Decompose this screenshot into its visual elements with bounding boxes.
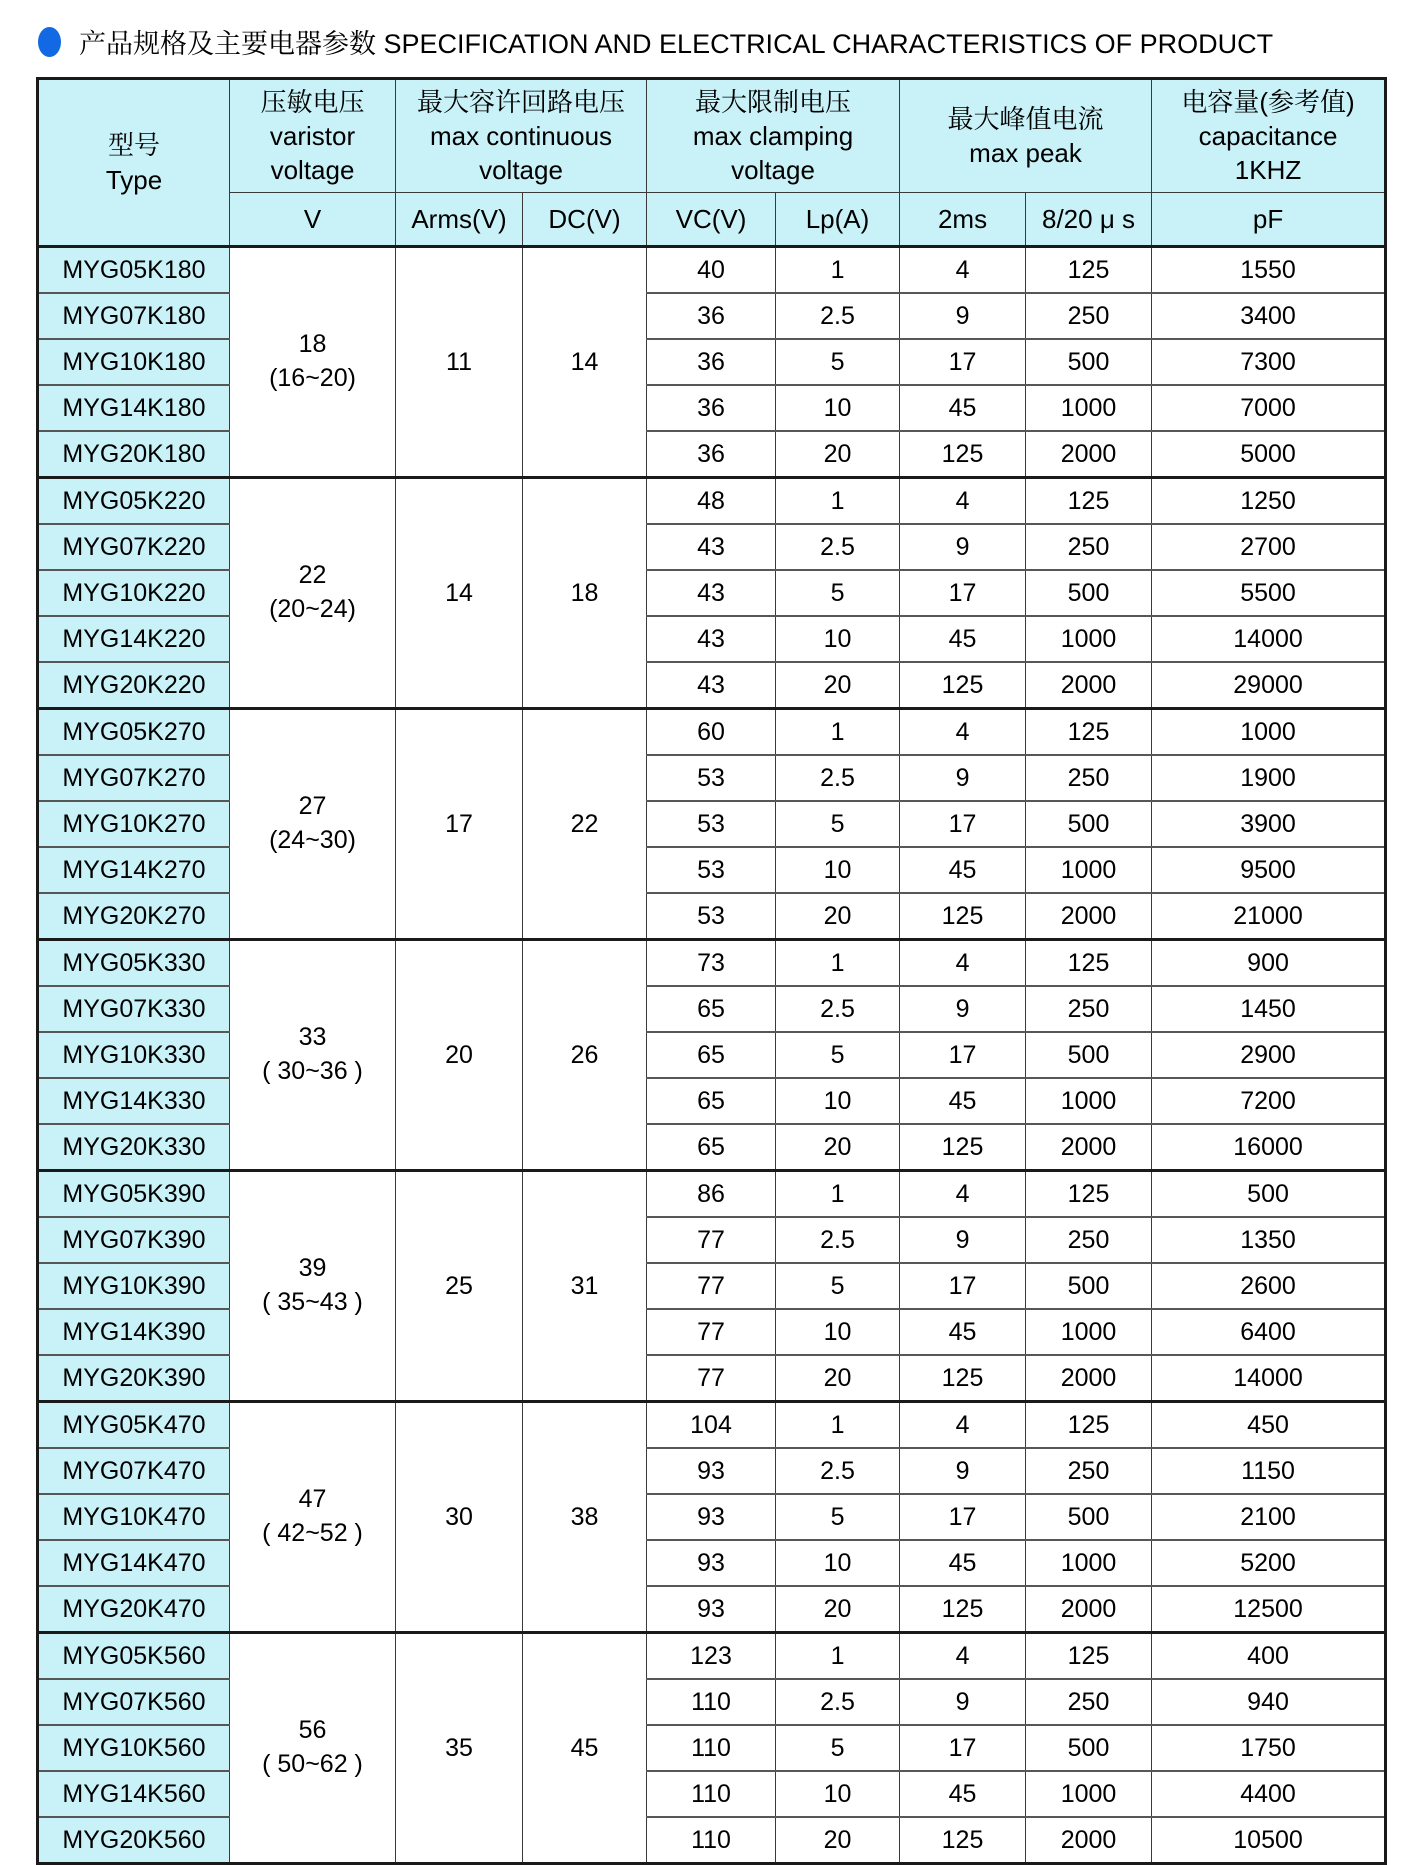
arms-cell: 17 bbox=[396, 709, 523, 940]
pf-cell: 14000 bbox=[1152, 616, 1386, 662]
subheader-dc: DC(V) bbox=[523, 193, 647, 247]
peak-2ms-cell: 9 bbox=[900, 1217, 1026, 1263]
peak-820us-cell: 500 bbox=[1026, 339, 1152, 385]
vc-cell: 77 bbox=[647, 1355, 776, 1402]
peak-2ms-cell: 17 bbox=[900, 1725, 1026, 1771]
type-cell: MYG05K390 bbox=[38, 1171, 230, 1218]
peak-2ms-cell: 4 bbox=[900, 247, 1026, 294]
peak-2ms-cell: 17 bbox=[900, 1263, 1026, 1309]
type-cell: MYG05K180 bbox=[38, 247, 230, 294]
type-cell: MYG05K330 bbox=[38, 940, 230, 987]
peak-2ms-cell: 9 bbox=[900, 293, 1026, 339]
peak-820us-cell: 500 bbox=[1026, 570, 1152, 616]
lp-cell: 2.5 bbox=[776, 1679, 900, 1725]
lp-cell: 1 bbox=[776, 1402, 900, 1449]
pf-cell: 10500 bbox=[1152, 1817, 1386, 1864]
peak-2ms-cell: 125 bbox=[900, 662, 1026, 709]
type-cell: MYG07K390 bbox=[38, 1217, 230, 1263]
subheader-2ms: 2ms bbox=[900, 193, 1026, 247]
type-cell: MYG10K390 bbox=[38, 1263, 230, 1309]
lp-cell: 5 bbox=[776, 1494, 900, 1540]
peak-2ms-cell: 125 bbox=[900, 431, 1026, 478]
table-row bbox=[38, 1402, 1386, 1449]
type-cell: MYG20K560 bbox=[38, 1817, 230, 1864]
peak-2ms-cell: 17 bbox=[900, 801, 1026, 847]
vc-cell: 93 bbox=[647, 1494, 776, 1540]
pf-cell: 5500 bbox=[1152, 570, 1386, 616]
peak-820us-cell: 125 bbox=[1026, 247, 1152, 294]
dc-cell: 14 bbox=[523, 247, 647, 478]
peak-2ms-cell: 9 bbox=[900, 524, 1026, 570]
type-cell: MYG20K180 bbox=[38, 431, 230, 478]
table-row bbox=[38, 940, 1386, 987]
pf-cell: 1250 bbox=[1152, 478, 1386, 525]
peak-820us-cell: 1000 bbox=[1026, 1309, 1152, 1355]
lp-cell: 5 bbox=[776, 339, 900, 385]
peak-820us-cell: 2000 bbox=[1026, 893, 1152, 940]
varistor-voltage-cell: 39 ( 35~43 ) bbox=[230, 1171, 396, 1402]
lp-cell: 20 bbox=[776, 893, 900, 940]
type-cell: MYG14K330 bbox=[38, 1078, 230, 1124]
col-header-type-en: Type bbox=[105, 164, 163, 195]
vc-cell: 77 bbox=[647, 1217, 776, 1263]
lp-cell: 5 bbox=[776, 801, 900, 847]
pf-cell: 7300 bbox=[1152, 339, 1386, 385]
vc-cell: 65 bbox=[647, 986, 776, 1032]
peak-820us-cell: 1000 bbox=[1026, 1540, 1152, 1586]
vc-cell: 43 bbox=[647, 616, 776, 662]
hdr-capacitance-zh: 电容量(参考值) bbox=[1181, 86, 1355, 117]
table-row bbox=[38, 247, 1386, 294]
lp-cell: 2.5 bbox=[776, 293, 900, 339]
dc-cell: 26 bbox=[523, 940, 647, 1171]
peak-2ms-cell: 125 bbox=[900, 893, 1026, 940]
peak-820us-cell: 125 bbox=[1026, 709, 1152, 756]
hdr-varistor-en1: varistor bbox=[269, 120, 356, 151]
peak-820us-cell: 1000 bbox=[1026, 385, 1152, 431]
peak-820us-cell: 125 bbox=[1026, 1402, 1152, 1449]
lp-cell: 10 bbox=[776, 1540, 900, 1586]
peak-2ms-cell: 4 bbox=[900, 940, 1026, 987]
type-cell: MYG07K330 bbox=[38, 986, 230, 1032]
hdr-capacitance-en2: 1KHZ bbox=[1234, 155, 1302, 186]
vc-cell: 110 bbox=[647, 1817, 776, 1864]
peak-820us-cell: 125 bbox=[1026, 1633, 1152, 1680]
hdr-clamping-en2: voltage bbox=[731, 155, 815, 186]
pf-cell: 2100 bbox=[1152, 1494, 1386, 1540]
peak-820us-cell: 2000 bbox=[1026, 1817, 1152, 1864]
pf-cell: 500 bbox=[1152, 1171, 1386, 1218]
type-cell: MYG10K330 bbox=[38, 1032, 230, 1078]
peak-2ms-cell: 9 bbox=[900, 1448, 1026, 1494]
vc-cell: 93 bbox=[647, 1540, 776, 1586]
peak-2ms-cell: 4 bbox=[900, 1171, 1026, 1218]
vc-cell: 40 bbox=[647, 247, 776, 294]
subheader-pf: pF bbox=[1152, 193, 1386, 247]
peak-820us-cell: 500 bbox=[1026, 801, 1152, 847]
hdr-varistor-zh: 压敏电压 bbox=[260, 86, 365, 117]
peak-2ms-cell: 4 bbox=[900, 478, 1026, 525]
varistor-voltage-cell: 22 (20~24) bbox=[230, 478, 396, 709]
vc-cell: 43 bbox=[647, 662, 776, 709]
vc-cell: 36 bbox=[647, 339, 776, 385]
lp-cell: 10 bbox=[776, 1771, 900, 1817]
lp-cell: 5 bbox=[776, 1032, 900, 1078]
lp-cell: 10 bbox=[776, 385, 900, 431]
type-cell: MYG07K470 bbox=[38, 1448, 230, 1494]
lp-cell: 20 bbox=[776, 431, 900, 478]
varistor-voltage-cell: 56 ( 50~62 ) bbox=[230, 1633, 396, 1864]
pf-cell: 1150 bbox=[1152, 1448, 1386, 1494]
peak-2ms-cell: 125 bbox=[900, 1586, 1026, 1633]
hdr-varistor-en2: voltage bbox=[270, 155, 355, 186]
peak-820us-cell: 250 bbox=[1026, 1679, 1152, 1725]
vc-cell: 36 bbox=[647, 431, 776, 478]
type-cell: MYG20K330 bbox=[38, 1124, 230, 1171]
peak-820us-cell: 1000 bbox=[1026, 1078, 1152, 1124]
vc-cell: 53 bbox=[647, 893, 776, 940]
peak-820us-cell: 2000 bbox=[1026, 662, 1152, 709]
peak-820us-cell: 1000 bbox=[1026, 1771, 1152, 1817]
peak-2ms-cell: 17 bbox=[900, 1494, 1026, 1540]
pf-cell: 3400 bbox=[1152, 293, 1386, 339]
lp-cell: 2.5 bbox=[776, 986, 900, 1032]
pf-cell: 400 bbox=[1152, 1633, 1386, 1680]
varistor-voltage-cell: 27 (24~30) bbox=[230, 709, 396, 940]
lp-cell: 20 bbox=[776, 1817, 900, 1864]
type-cell: MYG07K560 bbox=[38, 1679, 230, 1725]
hdr-peak-zh: 最大峰值电流 bbox=[947, 103, 1104, 134]
peak-820us-cell: 2000 bbox=[1026, 1586, 1152, 1633]
lp-cell: 10 bbox=[776, 1078, 900, 1124]
peak-2ms-cell: 4 bbox=[900, 1633, 1026, 1680]
page-title: 产品规格及主要电器参数 SPECIFICATION AND ELECTRICAL CHARACTERISTICS OF PRODUCT bbox=[79, 29, 1274, 59]
lp-cell: 1 bbox=[776, 478, 900, 525]
arms-cell: 25 bbox=[396, 1171, 523, 1402]
pf-cell: 2900 bbox=[1152, 1032, 1386, 1078]
pf-cell: 900 bbox=[1152, 940, 1386, 987]
hdr-capacitance-en1: capacitance bbox=[1198, 120, 1338, 151]
lp-cell: 20 bbox=[776, 662, 900, 709]
type-cell: MYG10K220 bbox=[38, 570, 230, 616]
lp-cell: 20 bbox=[776, 1124, 900, 1171]
arms-cell: 20 bbox=[396, 940, 523, 1171]
pf-cell: 5200 bbox=[1152, 1540, 1386, 1586]
peak-820us-cell: 500 bbox=[1026, 1725, 1152, 1771]
pf-cell: 16000 bbox=[1152, 1124, 1386, 1171]
peak-820us-cell: 250 bbox=[1026, 1217, 1152, 1263]
hdr-continuous-en1: max continuous bbox=[429, 120, 613, 151]
dc-cell: 18 bbox=[523, 478, 647, 709]
type-cell: MYG07K180 bbox=[38, 293, 230, 339]
page-header bbox=[0, 0, 1417, 77]
table-row bbox=[38, 1171, 1386, 1218]
vc-cell: 36 bbox=[647, 293, 776, 339]
hdr-continuous-zh: 最大容许回路电压 bbox=[417, 86, 626, 117]
pf-cell: 1900 bbox=[1152, 755, 1386, 801]
peak-2ms-cell: 17 bbox=[900, 339, 1026, 385]
pf-cell: 12500 bbox=[1152, 1586, 1386, 1633]
lp-cell: 2.5 bbox=[776, 1448, 900, 1494]
col-header-type-zh: 型号 bbox=[107, 130, 160, 161]
lp-cell: 10 bbox=[776, 1309, 900, 1355]
vc-cell: 43 bbox=[647, 524, 776, 570]
varistor-voltage-cell: 18 (16~20) bbox=[230, 247, 396, 478]
col-header-capacitance bbox=[1152, 79, 1386, 193]
vc-cell: 104 bbox=[647, 1402, 776, 1449]
dc-cell: 45 bbox=[523, 1633, 647, 1864]
peak-820us-cell: 250 bbox=[1026, 293, 1152, 339]
pf-cell: 5000 bbox=[1152, 431, 1386, 478]
dc-cell: 31 bbox=[523, 1171, 647, 1402]
pf-cell: 2600 bbox=[1152, 1263, 1386, 1309]
type-cell: MYG05K220 bbox=[38, 478, 230, 525]
type-cell: MYG05K470 bbox=[38, 1402, 230, 1449]
peak-2ms-cell: 9 bbox=[900, 986, 1026, 1032]
type-cell: MYG14K390 bbox=[38, 1309, 230, 1355]
subheader-lp: Lp(A) bbox=[776, 193, 900, 247]
vc-cell: 53 bbox=[647, 801, 776, 847]
lp-cell: 10 bbox=[776, 616, 900, 662]
vc-cell: 48 bbox=[647, 478, 776, 525]
peak-2ms-cell: 125 bbox=[900, 1355, 1026, 1402]
col-header-max-continuous-voltage bbox=[396, 79, 647, 193]
type-cell: MYG05K560 bbox=[38, 1633, 230, 1680]
pf-cell: 7200 bbox=[1152, 1078, 1386, 1124]
arms-cell: 11 bbox=[396, 247, 523, 478]
vc-cell: 110 bbox=[647, 1771, 776, 1817]
vc-cell: 65 bbox=[647, 1124, 776, 1171]
vc-cell: 110 bbox=[647, 1679, 776, 1725]
pf-cell: 9500 bbox=[1152, 847, 1386, 893]
lp-cell: 1 bbox=[776, 1171, 900, 1218]
subheader-arms: Arms(V) bbox=[396, 193, 523, 247]
col-header-varistor-voltage bbox=[230, 79, 396, 193]
hdr-clamping-en1: max clamping bbox=[692, 120, 854, 151]
peak-820us-cell: 250 bbox=[1026, 524, 1152, 570]
vc-cell: 86 bbox=[647, 1171, 776, 1218]
peak-820us-cell: 125 bbox=[1026, 1171, 1152, 1218]
peak-2ms-cell: 125 bbox=[900, 1124, 1026, 1171]
type-cell: MYG10K560 bbox=[38, 1725, 230, 1771]
dc-cell: 22 bbox=[523, 709, 647, 940]
pf-cell: 1550 bbox=[1152, 247, 1386, 294]
vc-cell: 65 bbox=[647, 1078, 776, 1124]
pf-cell: 29000 bbox=[1152, 662, 1386, 709]
subheader-vc: VC(V) bbox=[647, 193, 776, 247]
peak-2ms-cell: 17 bbox=[900, 570, 1026, 616]
pf-cell: 4400 bbox=[1152, 1771, 1386, 1817]
peak-820us-cell: 250 bbox=[1026, 755, 1152, 801]
type-cell: MYG14K470 bbox=[38, 1540, 230, 1586]
peak-2ms-cell: 17 bbox=[900, 1032, 1026, 1078]
type-cell: MYG14K270 bbox=[38, 847, 230, 893]
peak-820us-cell: 500 bbox=[1026, 1494, 1152, 1540]
arms-cell: 35 bbox=[396, 1633, 523, 1864]
peak-2ms-cell: 9 bbox=[900, 1679, 1026, 1725]
lp-cell: 10 bbox=[776, 847, 900, 893]
lp-cell: 1 bbox=[776, 1633, 900, 1680]
varistor-voltage-cell: 47 ( 42~52 ) bbox=[230, 1402, 396, 1633]
type-cell: MYG20K470 bbox=[38, 1586, 230, 1633]
col-header-max-clamping-voltage bbox=[647, 79, 900, 193]
table-row bbox=[38, 478, 1386, 525]
vc-cell: 60 bbox=[647, 709, 776, 756]
peak-2ms-cell: 125 bbox=[900, 1817, 1026, 1864]
vc-cell: 77 bbox=[647, 1263, 776, 1309]
type-cell: MYG14K180 bbox=[38, 385, 230, 431]
subheader-820us: 8/20 μ s bbox=[1026, 193, 1152, 247]
vc-cell: 43 bbox=[647, 570, 776, 616]
table-row bbox=[38, 1633, 1386, 1680]
pf-cell: 2700 bbox=[1152, 524, 1386, 570]
peak-2ms-cell: 9 bbox=[900, 755, 1026, 801]
vc-cell: 53 bbox=[647, 755, 776, 801]
peak-2ms-cell: 4 bbox=[900, 1402, 1026, 1449]
vc-cell: 65 bbox=[647, 1032, 776, 1078]
peak-2ms-cell: 45 bbox=[900, 1771, 1026, 1817]
type-cell: MYG07K270 bbox=[38, 755, 230, 801]
peak-820us-cell: 500 bbox=[1026, 1032, 1152, 1078]
lp-cell: 5 bbox=[776, 1263, 900, 1309]
hdr-continuous-en2: voltage bbox=[479, 155, 563, 186]
pf-cell: 3900 bbox=[1152, 801, 1386, 847]
lp-cell: 1 bbox=[776, 247, 900, 294]
col-header-max-peak bbox=[900, 79, 1152, 193]
lp-cell: 20 bbox=[776, 1586, 900, 1633]
type-cell: MYG14K560 bbox=[38, 1771, 230, 1817]
lp-cell: 2.5 bbox=[776, 524, 900, 570]
vc-cell: 123 bbox=[647, 1633, 776, 1680]
peak-2ms-cell: 45 bbox=[900, 1309, 1026, 1355]
peak-820us-cell: 500 bbox=[1026, 1263, 1152, 1309]
lp-cell: 5 bbox=[776, 1725, 900, 1771]
type-cell: MYG10K180 bbox=[38, 339, 230, 385]
pf-cell: 1000 bbox=[1152, 709, 1386, 756]
subheader-v: V bbox=[230, 193, 396, 247]
type-cell: MYG14K220 bbox=[38, 616, 230, 662]
peak-2ms-cell: 45 bbox=[900, 385, 1026, 431]
peak-820us-cell: 250 bbox=[1026, 1448, 1152, 1494]
arms-cell: 14 bbox=[396, 478, 523, 709]
type-cell: MYG20K220 bbox=[38, 662, 230, 709]
varistor-voltage-cell: 33 ( 30~36 ) bbox=[230, 940, 396, 1171]
vc-cell: 110 bbox=[647, 1725, 776, 1771]
peak-820us-cell: 2000 bbox=[1026, 1124, 1152, 1171]
peak-820us-cell: 1000 bbox=[1026, 616, 1152, 662]
peak-820us-cell: 1000 bbox=[1026, 847, 1152, 893]
spec-table bbox=[36, 77, 1387, 1865]
hdr-peak-en1: max peak bbox=[969, 138, 1082, 168]
vc-cell: 93 bbox=[647, 1586, 776, 1633]
type-cell: MYG20K270 bbox=[38, 893, 230, 940]
vc-cell: 93 bbox=[647, 1448, 776, 1494]
peak-820us-cell: 250 bbox=[1026, 986, 1152, 1032]
spec-table-body bbox=[38, 247, 1386, 1864]
lp-cell: 2.5 bbox=[776, 755, 900, 801]
type-cell: MYG20K390 bbox=[38, 1355, 230, 1402]
peak-2ms-cell: 45 bbox=[900, 1078, 1026, 1124]
lp-cell: 20 bbox=[776, 1355, 900, 1402]
col-header-type bbox=[38, 79, 230, 247]
hdr-clamping-zh: 最大限制电压 bbox=[695, 86, 852, 117]
pf-cell: 940 bbox=[1152, 1679, 1386, 1725]
dc-cell: 38 bbox=[523, 1402, 647, 1633]
type-cell: MYG05K270 bbox=[38, 709, 230, 756]
vc-cell: 36 bbox=[647, 385, 776, 431]
table-row bbox=[38, 709, 1386, 756]
type-cell: MYG10K270 bbox=[38, 801, 230, 847]
pf-cell: 7000 bbox=[1152, 385, 1386, 431]
lp-cell: 1 bbox=[776, 709, 900, 756]
pf-cell: 450 bbox=[1152, 1402, 1386, 1449]
pf-cell: 1750 bbox=[1152, 1725, 1386, 1771]
pf-cell: 14000 bbox=[1152, 1355, 1386, 1402]
vc-cell: 77 bbox=[647, 1309, 776, 1355]
pf-cell: 6400 bbox=[1152, 1309, 1386, 1355]
lp-cell: 2.5 bbox=[776, 1217, 900, 1263]
type-cell: MYG10K470 bbox=[38, 1494, 230, 1540]
lp-cell: 1 bbox=[776, 940, 900, 987]
peak-2ms-cell: 45 bbox=[900, 847, 1026, 893]
peak-820us-cell: 2000 bbox=[1026, 431, 1152, 478]
pf-cell: 21000 bbox=[1152, 893, 1386, 940]
type-cell: MYG07K220 bbox=[38, 524, 230, 570]
pf-cell: 1350 bbox=[1152, 1217, 1386, 1263]
peak-820us-cell: 125 bbox=[1026, 940, 1152, 987]
peak-820us-cell: 2000 bbox=[1026, 1355, 1152, 1402]
pf-cell: 1450 bbox=[1152, 986, 1386, 1032]
peak-2ms-cell: 45 bbox=[900, 616, 1026, 662]
peak-2ms-cell: 4 bbox=[900, 709, 1026, 756]
vc-cell: 53 bbox=[647, 847, 776, 893]
arms-cell: 30 bbox=[396, 1402, 523, 1633]
bullet-icon bbox=[38, 27, 61, 57]
peak-2ms-cell: 45 bbox=[900, 1540, 1026, 1586]
peak-820us-cell: 125 bbox=[1026, 478, 1152, 525]
vc-cell: 73 bbox=[647, 940, 776, 987]
lp-cell: 5 bbox=[776, 570, 900, 616]
